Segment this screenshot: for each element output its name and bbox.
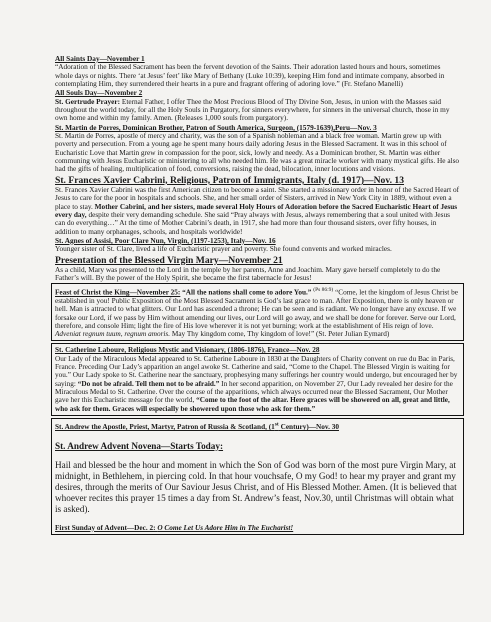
heading-martin: St. Martin de Porres, Dominican Brother, Patron of South America, Surgeon, (1579-1639),Peru—Nov. 3 [55,122,377,132]
heading-andrew-post: Century)—Nov. 30 [278,423,339,432]
box-christ-the-king [51,283,464,341]
advent-slogan: O Come Let Us Adore Him in The Eucharist! [157,523,294,532]
heading-agnes: St. Agnes of Assisi, Poor Clare Nun, Virgin, (1197-1253), Italy—Nov. 16 [55,235,276,245]
section-all-saints [55,55,460,88]
section-martin [55,124,460,174]
box-catherine-laboure [51,343,464,415]
text-presentation: As a child, Mary was presented to the Lord in the temple by her parents, Anne and Joachim. Mary gave herself completely to do the Father’s will. By the power of the Holy Spirit, she became the first tabernacle for Jesus! [55,264,441,282]
heading-cabrini: St. Frances Xavier Cabrini, Religious, Patron of Immigrants, Italy (d. 1917)—Nov. 13 [55,174,405,186]
document-body [55,55,460,537]
text-cabrini-1: St. Frances Xavier Cabrini was the first American citizen to become a saint. She started a missionary order in honor of the Sacred Heart of Jesus to care for the poor in hospitals and schools. She, and her small order of Sisters, arrived in New York City in 1889, without even a place to stay. [55,184,460,211]
quote-laboure-2: “Come to the foot of the altar. Here graces will be showered on all, great and little, who ask for them. Graces will especially be showered upon those who ask for them.” [55,396,450,413]
heading-all-saints: All Saints Day—November 1 [55,54,145,63]
latin-phrase: Adveniat regnum tuum, regnum amoris. [55,330,171,339]
text-cabrini-2: despite their very demanding schedule. She said “Pray always with Jesus, always remembering that a soul united with Jesus can do everything…” At the time of Mother Cabrini’s death, in 1917, she had more than four thousand sisters, over fifty houses, in addition to many orphanages, schools, and hospitals worldwide! [55,209,450,236]
text-andrew-novena: Hail and blessed be the hour and moment in which the Son of God was born of the most pure Virgin Mary, at midnight, in Bethlehem, in piercing cold. In that hour vouchsafe, O my God! to hear my prayer and grant my desires, through the merits of Our Saviour Jesus Christ, and of His Blessed Mother. Amen. (It is believed that whoever recites this prayer 15 times a day from St. Andrew’s feast, Nov.30, until Christmas will obtain what is asked). [55,460,457,514]
text-all-saints: “Adoration of the Blessed Sacrament has been the fervent devotion of the Saints. Their adoration lasted hours and hours, sometimes whole days or nights. There ‘at Jesus’ feet’ like Mary of Bethany (Luke 10:39), keeping Him fond and intimate company, absorbed in contemplating Him, they surrendered their hearts in a pure and fragrant offering of adoring love.” (Fr. Stefano Manelli) [55,62,445,89]
section-presentation [55,255,460,283]
text-martin: St. Martin de Porres, apostle of mercy and charity, was the son of a Spanish nobleman and a black free woman. Martin grew up with poverty and persecution. From a young age he spent many hours daily adoring Jesus in the Blessed Sacrament. It was in this school of Eucharistic Love that Martin grew in compassion for the poor, sick, lowly and needy. As a Dominican brother, St. Martin was either communing with Jesus Eucharistic or ministering to all who needed him. He was a great miracle worker with many mystical gifts. He also had the gifts of healing, multiplication of food, conversions, raising the dead, bilocation, inner locutions and visions. [55,131,460,174]
section-all-souls [55,89,460,122]
section-agnes [55,237,460,254]
scripture-ref: (Ps 86:9) [313,287,334,294]
box-st-andrew [51,418,464,535]
heading-andrew-sup: st [274,421,279,428]
section-cabrini [55,175,460,236]
text-christ-the-king: “Come, let the kingdom of Jesus Christ be established in you! Public Exposition of the Most Blessed Sacrament is God’s last grace to man. After Exposition, there is only heaven or hell. Man is attracted to what glitters. Our Lord has ascended a throne; He can be seen and is radiant. We no longer have any excuse. If we forsake our Lord, if we pass by Him without amending our lives, our Lord will go away, and we shall be done for forever. Serve our Lord, therefore, and console Him; light the fire of His love wherever it is not yet burning; work at the establishment of His reign of love. [55,288,458,330]
quote-laboure-1: “Do not be afraid. Tell them not to be afraid.” [77,379,220,388]
heading-andrew-novena: St. Andrew Advent Novena—Starts Today: [55,440,224,451]
heading-all-souls: All Souls Day—November 2 [55,88,143,98]
heading-christ-the-king: Feast of Christ the King—November 25: [55,288,181,297]
heading-laboure: St. Catherine Laboure, Religious Mystic and Visionary, (1806-1876), France—Nov. 28 [55,346,320,355]
headline-christ-the-king: “All the nations shall come to adore You.” [180,288,312,297]
heading-andrew: St. Andrew the Apostle, Priest, Martyr, Patron of Russia & Scotland, (1 [55,423,275,432]
text-christ-the-king-tail: May Thy kingdom come, Thy kingdom of love!” (St. Peter Julian Eymard) [170,330,390,339]
text-agnes: Younger sister of St. Clare, lived a life of Eucharistic prayer and poverty. She found convents and worked miracles. [55,244,392,254]
lead-st-gertrude: St. Gertrude Prayer: [55,96,121,106]
heading-presentation: Presentation of the Blessed Virgin Mary—November 21 [55,254,283,266]
text-laboure-2: In her second apparition, on November 27, Our Lady revealed her desire for the Miraculous Medal to St. Catherine. Over the course of the apparitions, which always occurred near the Blessed Sacrament, Our Mother gave her this Eucharistic message for the world, [55,379,453,405]
heading-advent: First Sunday of Advent—Dec. 2: [55,523,158,532]
text-laboure-1: Our Lady of the Miraculous Medal appeared to St. Catherine Laboure in 1830 at the Daughters of Charity convent on rue du Bac in Paris, France. Preceding Our Lady’s apparition an angel awoke St. Catherine and said, “Come to the Chapel. The Blessed Virgin is waiting for you.” Our Lady spoke to St. Catherine near the sanctuary, prophesying many sufferings her country would undergo, but encouraged her by saying: [55,354,458,388]
text-cabrini-bold: Mother Cabrini, and her sisters, made several Holy Hours of Adoration before the Sacred Eucharistic Heart of Jesus every day, [55,201,458,219]
text-all-souls: Eternal Father, I offer Thee the Most Precious Blood of Thy Divine Son, Jesus, in union with the Masses said throughout the world today, for all the Holy Souls in Purgatory, for sinners everywhere, for sinners in the universal church, those in my own home and within my family. Amen. (Releases 1,000 souls from purgatory). [55,96,450,123]
